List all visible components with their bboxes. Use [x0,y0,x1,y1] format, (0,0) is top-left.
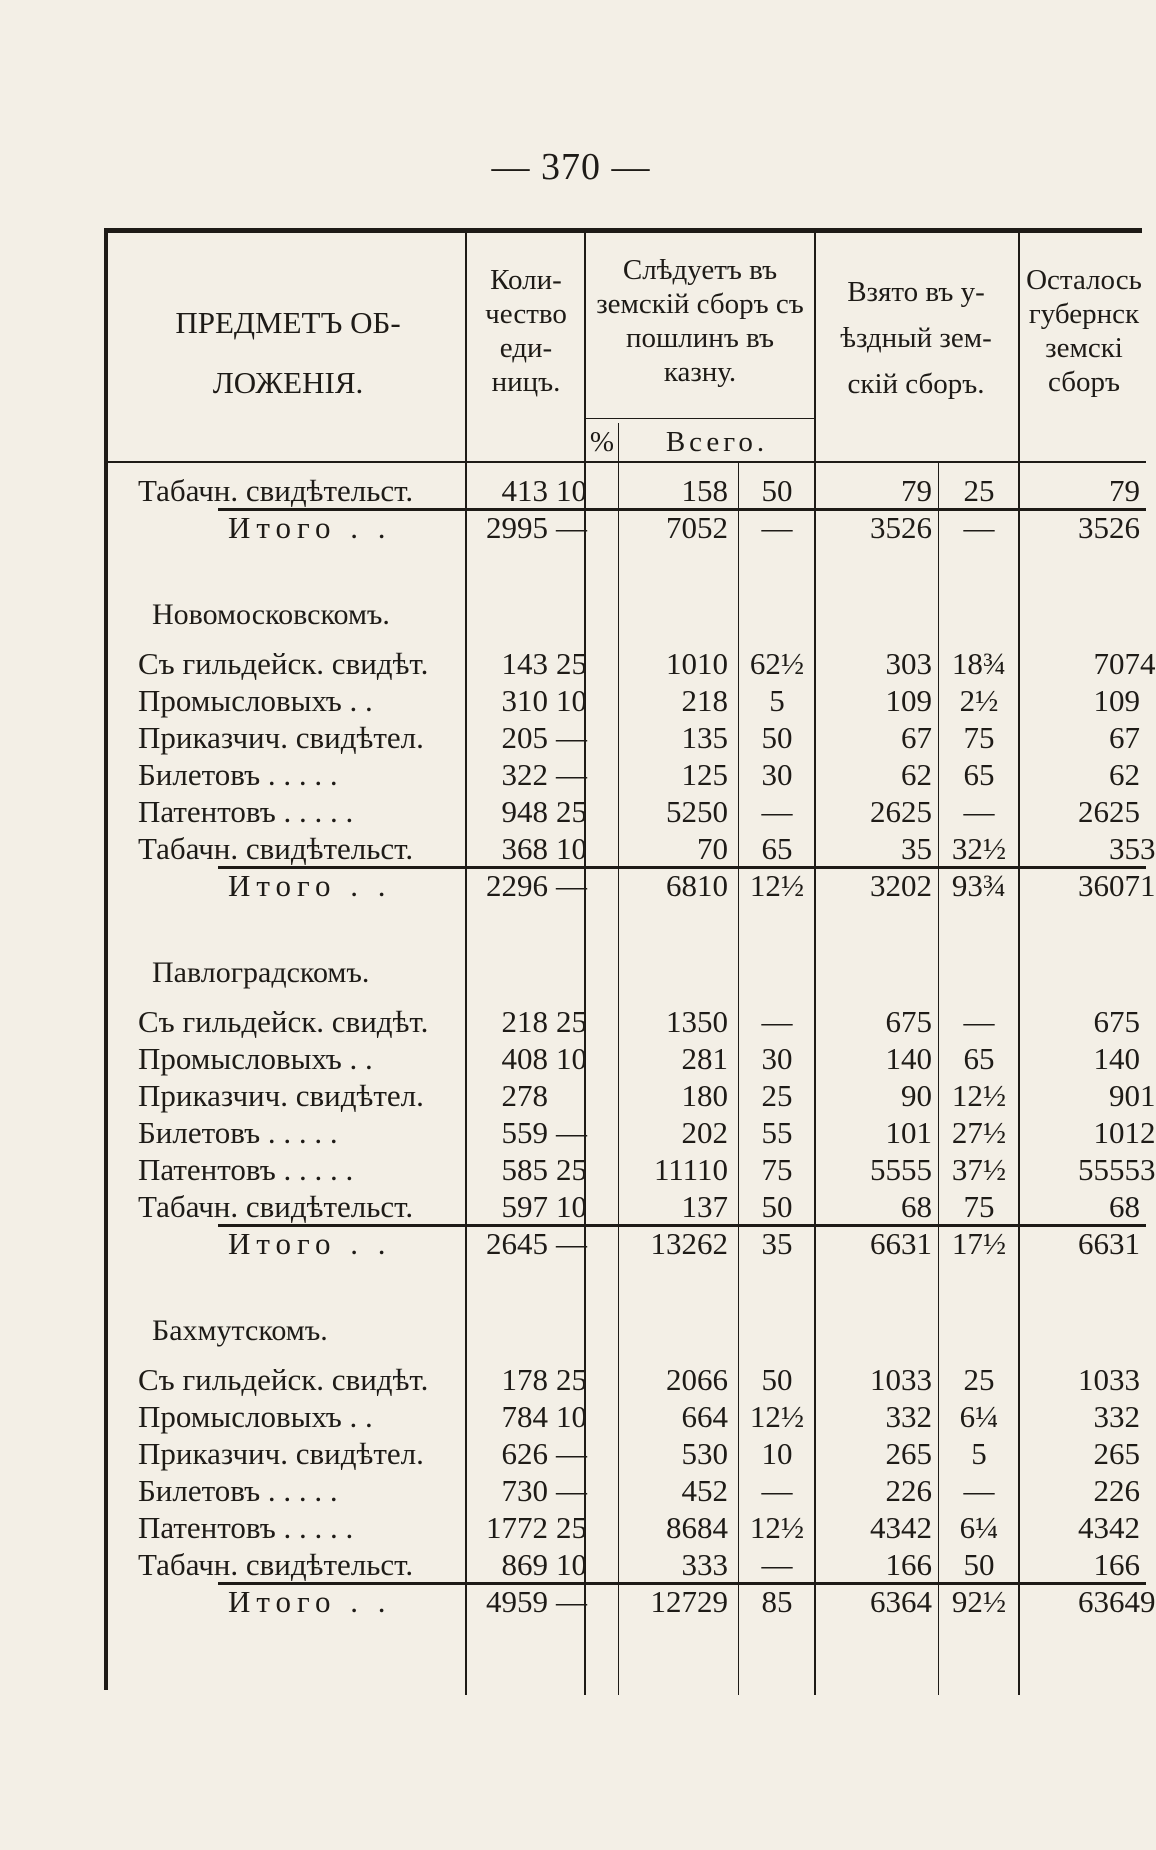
table-row [108,473,1146,509]
header-bottom-rule [108,461,1146,463]
cell-q: 278 [501,1078,548,1113]
row-label: Приказчич. свидѣтел. [138,1078,424,1113]
table-row [108,683,1146,719]
cell-dc: 85 [761,1584,793,1619]
cell-r: 90 [1109,1078,1140,1113]
total-row [108,1584,1156,1620]
cell-r: 4342 [1078,1510,1140,1545]
cell-qc: 10 [556,1189,587,1224]
cell-d: 13262 [650,1226,728,1261]
cell-r: 6631 [1078,1226,1140,1261]
row-label: Патентовъ . . . . . [138,1152,354,1187]
table-row [108,1362,1146,1398]
cell-d: 137 [681,1189,728,1224]
cell-tc: 65 [963,757,995,792]
cell-dc: — [761,1547,793,1582]
cell-r: 35 [1109,831,1140,866]
cell-q: 408 [501,1041,548,1076]
row-label: Съ гильдейск. свидѣт. [138,646,429,681]
section-heading: Бахмутскомъ. [152,1314,328,1347]
row-label: Табачн. свидѣтельст. [138,473,414,508]
cell-r: 3526 [1078,510,1140,545]
cell-qc: — [556,510,587,545]
cell-t: 109 [885,683,932,718]
row-label: Билетовъ . . . . . [138,757,338,792]
cell-d: 180 [681,1078,728,1113]
cell-d: 664 [681,1399,728,1434]
cell-r: 3607 [1078,868,1140,903]
cell-dc: 75 [761,1152,793,1187]
cell-q: 626 [501,1436,548,1471]
cell-r: 62 [1109,757,1140,792]
row-label: Итого . . [228,868,392,903]
cell-dc: 62½ [749,646,805,681]
row-label: Билетовъ . . . . . [138,1115,338,1150]
cell-d: 202 [681,1115,728,1150]
table-row [108,757,1146,793]
cell-r: 67 [1109,720,1140,755]
cell-q: 310 [501,683,548,718]
cell-qc: 10 [556,473,587,508]
cell-qc: 10 [556,1041,587,1076]
cell-qc: 25 [556,794,587,829]
row-label: Итого . . [228,1584,392,1619]
section-heading: Павлоградскомъ. [152,956,370,989]
cell-q: 178 [501,1362,548,1397]
cell-q: 218 [501,1004,548,1039]
cell-dc: 30 [761,757,793,792]
cell-qc: — [556,1584,587,1619]
cell-r: 332 [1093,1399,1140,1434]
cell-q: 4959 [486,1584,548,1619]
cell-t: 675 [885,1004,932,1039]
row-label: Билетовъ . . . . . [138,1473,338,1508]
cell-qc: 25 [556,1004,587,1039]
cell-tc: 17½ [951,1226,1007,1261]
cell-q: 413 [501,473,548,508]
cell-qc: 25 [556,1362,587,1397]
cell-d: 218 [681,683,728,718]
cell-d: 11110 [653,1152,728,1187]
row-label: Табачн. свидѣтельст. [138,1189,414,1224]
cell-t: 226 [885,1473,932,1508]
cell-d: 135 [681,720,728,755]
cell-d: 1010 [666,646,728,681]
cell-t: 3526 [870,510,932,545]
cell-tc: — [963,1004,995,1039]
cell-dc: 50 [761,720,793,755]
cell-d: 333 [681,1547,728,1582]
cell-qc: — [556,868,587,903]
cell-t: 62 [901,757,932,792]
cell-dc: 65 [761,831,793,866]
cell-t: 35 [901,831,932,866]
cell-rc: 2 [1140,1115,1156,1150]
total-row [108,868,1156,904]
cell-t: 79 [901,473,932,508]
cell-qc: 10 [556,683,587,718]
cell-t: 265 [885,1436,932,1471]
table-row [108,1189,1146,1225]
cell-q: 368 [501,831,548,866]
cell-qc: 10 [556,831,587,866]
cell-r: 166 [1093,1547,1140,1582]
cell-rc: 1 [1140,1078,1156,1113]
cell-dc: 35 [761,1226,793,1261]
cell-q: 784 [501,1399,548,1434]
cell-d: 70 [697,831,728,866]
cell-r: 5555 [1078,1152,1140,1187]
row-label: Съ гильдейск. свидѣт. [138,1004,429,1039]
header-due [588,253,812,389]
cell-dc: 12½ [749,1510,805,1545]
row-label: Табачн. свидѣтельст. [138,1547,414,1582]
cell-t: 5555 [870,1152,932,1187]
table-row [108,1004,1146,1040]
row-label: Приказчич. свидѣтел. [138,720,424,755]
cell-d: 158 [681,473,728,508]
table-row [108,720,1146,756]
cell-qc: 25 [556,1510,587,1545]
cell-r: 109 [1093,683,1140,718]
cell-d: 2066 [666,1362,728,1397]
cell-d: 1350 [666,1004,728,1039]
cell-qc: — [556,757,587,792]
cell-q: 322 [501,757,548,792]
header-remained-text: Осталось губернск земскі сборъ [1026,264,1142,398]
header-due-pct-text: % [589,426,615,458]
row-label: Патентовъ . . . . . [138,794,354,829]
cell-r: 226 [1093,1473,1140,1508]
table-row [108,1078,1156,1114]
cell-r: 1033 [1078,1362,1140,1397]
cell-q: 205 [501,720,548,755]
header-due-total-text: Всего. [665,426,769,458]
cell-t: 332 [885,1399,932,1434]
cell-q: 585 [501,1152,548,1187]
cell-dc: 55 [761,1115,793,1150]
cell-q: 559 [501,1115,548,1150]
cell-qc: — [556,1436,587,1471]
cell-dc: — [761,1004,793,1039]
cell-dc: 5 [769,683,785,718]
cell-tc: 93¾ [951,868,1007,903]
cell-r: 79 [1109,473,1140,508]
cell-t: 67 [901,720,932,755]
cell-tc: 25 [963,1362,995,1397]
row-label: Патентовъ . . . . . [138,1510,354,1545]
cell-q: 2296 [486,868,548,903]
header-subject [128,293,448,413]
total-row [108,1226,1146,1262]
cell-t: 6364 [870,1584,932,1619]
cell-tc: — [963,510,995,545]
cell-d: 7052 [666,510,728,545]
header-due-total [620,425,814,459]
cell-d: 6810 [666,868,728,903]
cell-tc: 65 [963,1041,995,1076]
row-label: Итого . . [228,1226,392,1261]
cell-tc: 37½ [951,1152,1007,1187]
cell-tc: 6¼ [959,1510,999,1545]
cell-t: 90 [901,1078,932,1113]
cell-tc: 32½ [951,831,1007,866]
table-row [108,1547,1146,1583]
cell-dc: 12½ [749,1399,805,1434]
cell-tc: 92½ [951,1584,1007,1619]
cell-dc: 50 [761,1362,793,1397]
cell-qc: 10 [556,1547,587,1582]
row-label: Промысловыхъ . . [138,1041,373,1076]
cell-t: 6631 [870,1226,932,1261]
cell-q: 143 [501,646,548,681]
table-row [108,831,1156,867]
section-heading: Новомосковскомъ. [152,598,390,631]
cell-tc: 18¾ [951,646,1007,681]
cell-dc: 12½ [749,868,805,903]
cell-tc: 25 [963,473,995,508]
cell-rc: 3 [1140,1152,1156,1187]
table-row [108,1115,1156,1151]
row-label: Промысловыхъ . . [138,683,373,718]
cell-tc: 2½ [959,683,999,718]
table-row [108,646,1156,682]
cell-dc: — [761,510,793,545]
header-quantity [470,263,582,399]
page-number: — 370 — [491,146,651,188]
cell-d: 5250 [666,794,728,829]
cell-qc: — [556,1473,587,1508]
cell-d: 452 [681,1473,728,1508]
cell-tc: — [963,794,995,829]
table-row [108,1436,1146,1472]
cell-tc: 5 [971,1436,987,1471]
cell-r: 675 [1093,1004,1140,1039]
cell-rc: 4 [1140,646,1156,681]
table-row [108,1510,1146,1546]
cell-r: 68 [1109,1189,1140,1224]
row-label: Приказчич. свидѣтел. [138,1436,424,1471]
cell-d: 125 [681,757,728,792]
table-row [108,1399,1146,1435]
cell-q: 2995 [486,510,548,545]
cell-tc: — [963,1473,995,1508]
cell-t: 1033 [870,1362,932,1397]
cell-q: 2645 [486,1226,548,1261]
header-due-text: Слѣдуетъ въ земскій сборъ съ пошлинъ въ казну. [596,254,804,388]
cell-d: 8684 [666,1510,728,1545]
cell-q: 948 [501,794,548,829]
cell-dc: 25 [761,1078,793,1113]
header-remained [1022,263,1146,399]
table-row [108,1473,1146,1509]
cell-r: 265 [1093,1436,1140,1471]
cell-d: 281 [681,1041,728,1076]
cell-q: 869 [501,1547,548,1582]
cell-rc: 9 [1140,1584,1156,1619]
cell-dc: 10 [761,1436,793,1471]
row-label: Съ гильдейск. свидѣт. [138,1362,429,1397]
cell-q: 1772 [486,1510,548,1545]
cell-t: 68 [901,1189,932,1224]
row-label: Промысловыхъ . . [138,1399,373,1434]
cell-t: 101 [885,1115,932,1150]
cell-qc: — [556,1226,587,1261]
ledger-table [104,228,1156,1690]
cell-qc: — [556,1115,587,1150]
table-row [108,1041,1146,1077]
cell-r: 6364 [1078,1584,1140,1619]
cell-q: 730 [501,1473,548,1508]
cell-t: 303 [885,646,932,681]
cell-dc: 50 [761,1189,793,1224]
cell-r: 140 [1093,1041,1140,1076]
cell-dc: 50 [761,473,793,508]
cell-d: 12729 [650,1584,728,1619]
header-taken [818,269,1014,407]
table-row [108,794,1146,830]
cell-t: 2625 [870,794,932,829]
header-quantity-text: Коли-чество еди-ницъ. [485,264,567,398]
cell-tc: 12½ [951,1078,1007,1113]
cell-qc: 10 [556,1399,587,1434]
cell-tc: 27½ [951,1115,1007,1150]
cell-q: 597 [501,1189,548,1224]
cell-qc: 25 [556,646,587,681]
cell-tc: 75 [963,720,995,755]
cell-qc: — [556,720,587,755]
cell-dc: — [761,794,793,829]
cell-t: 3202 [870,868,932,903]
cell-qc: 25 [556,1152,587,1187]
cell-dc: — [761,1473,793,1508]
cell-rc: 1 [1140,868,1156,903]
cell-t: 140 [885,1041,932,1076]
cell-t: 4342 [870,1510,932,1545]
cell-rc: 3 [1140,831,1156,866]
cell-dc: 30 [761,1041,793,1076]
row-label: Итого . . [228,510,392,545]
cell-r: 101 [1093,1115,1140,1150]
cell-tc: 6¼ [959,1399,999,1434]
row-label: Табачн. свидѣтельст. [138,831,414,866]
cell-t: 166 [885,1547,932,1582]
cell-tc: 75 [963,1189,995,1224]
header-due-divider [586,418,814,419]
table-row [108,1152,1156,1188]
header-taken-text: Взято въ у-ѣздный зем-скій сборъ. [840,276,992,400]
total-row [108,510,1146,546]
cell-r: 2625 [1078,794,1140,829]
header-subject-text: ПРЕДМЕТЪ ОБ-ЛОЖЕНІЯ. [175,305,401,400]
cell-d: 530 [681,1436,728,1471]
header-due-pct [586,425,618,459]
cell-r: 707 [1093,646,1140,681]
cell-tc: 50 [963,1547,995,1582]
